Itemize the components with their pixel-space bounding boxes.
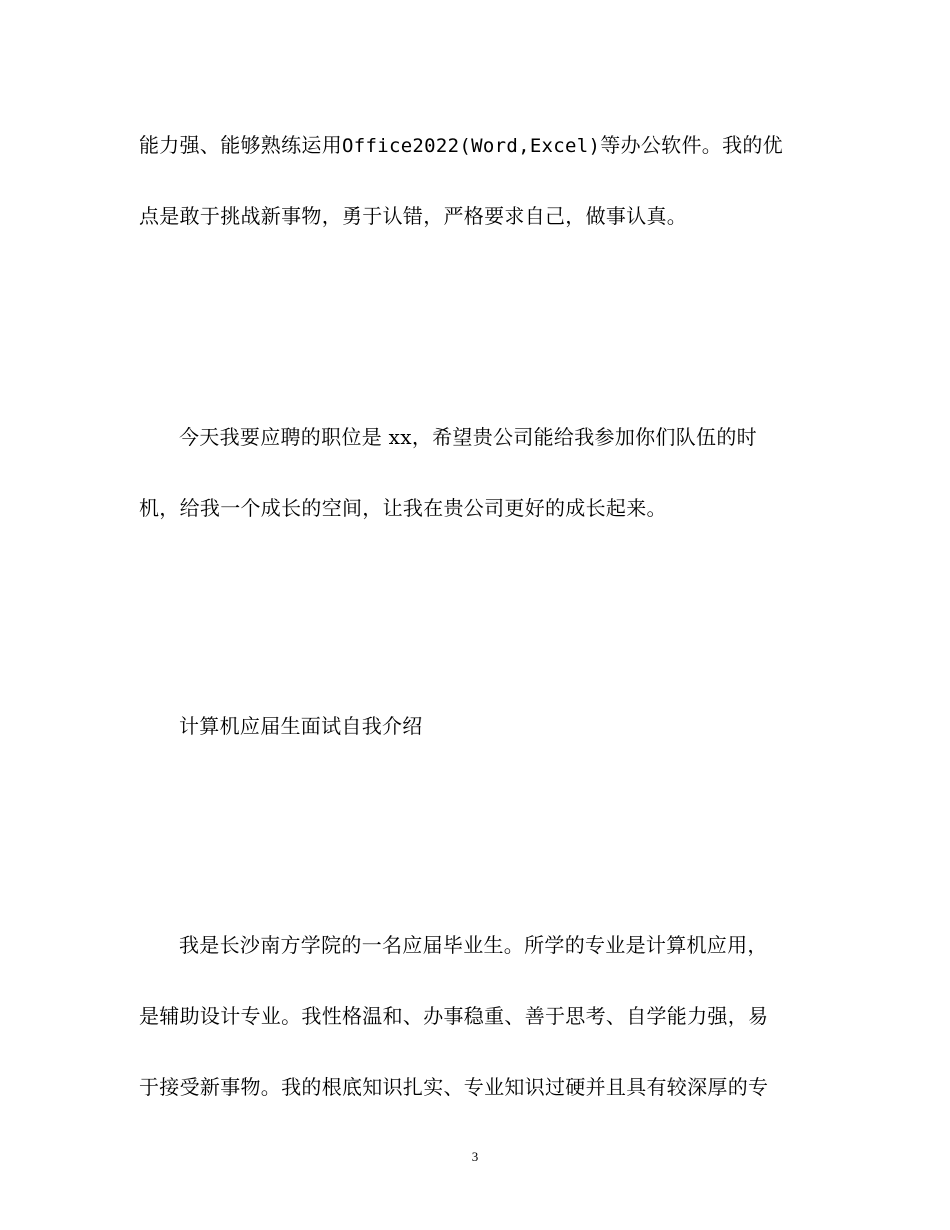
text-line: 我是长沙南方学院的一名应届毕业生。所学的专业是计算机应用，	[179, 933, 768, 957]
text-line: 能力强、能够熟练运用Office2022(Word,Excel)等办公软件。我的优	[139, 133, 783, 157]
text-line: 今天我要应聘的职位是 xx，希望贵公司能给我参加你们队伍的时	[179, 425, 757, 449]
page-number: 3	[471, 1149, 479, 1164]
text-line: 是辅助设计专业。我性格温和、办事稳重、善于思考、自学能力强，易	[139, 1004, 769, 1028]
heading-text: 计算机应届生面试自我介绍	[179, 714, 423, 738]
text-line: 机，给我一个成长的空间，让我在贵公司更好的成长起来。	[139, 496, 667, 520]
text-line: 于接受新事物。我的根底知识扎实、专业知识过硬并且具有较深厚的专	[139, 1075, 769, 1099]
text-line: 点是敢于挑战新事物，勇于认错，严格要求自己，做事认真。	[139, 204, 688, 228]
